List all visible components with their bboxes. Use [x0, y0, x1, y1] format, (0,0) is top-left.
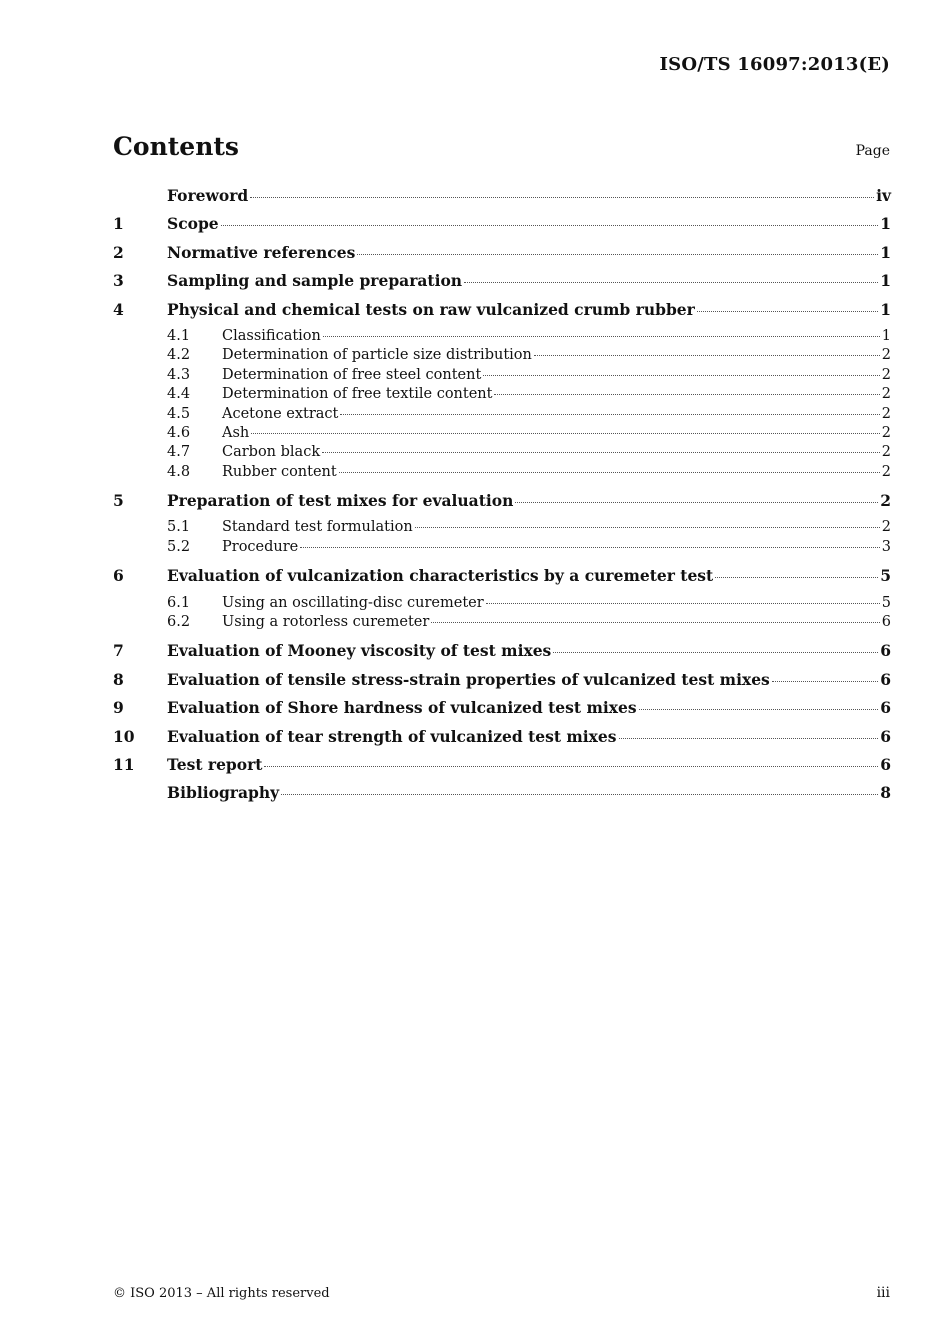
toc-subentry[interactable] — [113, 444, 891, 463]
toc-entry-title[interactable]: Scope — [167, 214, 219, 234]
toc-entry-number: 4.1 — [167, 327, 191, 344]
toc-entry-title[interactable]: Sampling and sample preparation — [167, 271, 463, 291]
toc-entry-page[interactable]: 1 — [880, 271, 891, 291]
toc-subentry[interactable] — [113, 328, 891, 347]
toc-entry-number: 11 — [113, 754, 135, 774]
toc-entry-title[interactable]: Evaluation of tear strength of vulcanized test mixes — [167, 726, 617, 746]
toc-entry-page[interactable]: iv — [876, 186, 891, 205]
toc-entry-title[interactable]: Acetone extract — [222, 405, 339, 422]
toc-entry-page[interactable]: 6 — [880, 669, 891, 689]
footer-copyright: © ISO 2013 – All rights reserved — [113, 1286, 330, 1301]
toc-dot-leader — [339, 472, 880, 473]
toc-entry[interactable] — [113, 271, 891, 299]
toc-entry[interactable] — [113, 783, 891, 811]
toc-dot-leader — [515, 502, 878, 503]
toc-dot-leader — [553, 652, 878, 653]
toc-dot-leader — [431, 622, 879, 623]
toc-entry-page[interactable]: 1 — [880, 214, 891, 234]
toc-dot-leader — [486, 603, 880, 604]
toc-entry[interactable] — [113, 243, 891, 271]
toc-entry-title[interactable]: Carbon black — [222, 444, 321, 461]
toc-entry-title[interactable]: Evaluation of vulcanization characteristics by a curemeter test — [167, 566, 714, 586]
toc-entry-title[interactable]: Foreword — [167, 186, 249, 205]
toc-entry-page[interactable]: 5 — [880, 566, 891, 586]
toc-entry-page[interactable]: 2 — [881, 405, 891, 422]
toc-entry-page[interactable]: 2 — [881, 347, 891, 364]
toc-entry-page[interactable]: 6 — [881, 614, 891, 631]
toc-subentry[interactable] — [113, 406, 891, 425]
toc-subentry[interactable] — [113, 539, 891, 558]
table-of-contents — [113, 186, 891, 812]
toc-subentry[interactable] — [113, 347, 891, 366]
toc-dot-leader — [464, 282, 878, 283]
toc-subentry[interactable] — [113, 386, 891, 405]
toc-entry[interactable] — [113, 641, 891, 669]
toc-entry-number: 6.2 — [167, 614, 191, 631]
document-code: ISO/TS 16097:2013(E) — [659, 54, 890, 75]
toc-entry-number: 4.4 — [167, 386, 191, 403]
toc-entry-title[interactable]: Evaluation of tensile stress-strain properties of vulcanized test mixes — [167, 669, 770, 689]
toc-entry-number: 4.6 — [167, 424, 191, 441]
toc-entry-page[interactable]: 6 — [880, 698, 891, 718]
toc-entry-title[interactable]: Preparation of test mixes for evaluation — [167, 491, 514, 511]
toc-dot-leader — [772, 681, 878, 682]
toc-entry-page[interactable]: 6 — [880, 641, 891, 661]
toc-entry-number: 4.7 — [167, 444, 191, 461]
toc-dot-leader — [534, 355, 880, 356]
toc-entry-number: 5 — [113, 491, 124, 511]
toc-dot-leader — [697, 311, 878, 312]
toc-dot-leader — [251, 433, 880, 434]
toc-entry-title[interactable]: Determination of free textile content — [222, 386, 493, 403]
toc-entry-number: 6 — [113, 566, 124, 586]
toc-subentry[interactable] — [113, 519, 891, 538]
toc-entry[interactable] — [113, 186, 891, 214]
toc-entry-number: 2 — [113, 242, 124, 262]
toc-entry-page[interactable]: 2 — [881, 386, 891, 403]
toc-entry-number: 4.5 — [167, 405, 191, 422]
toc-entry-number: 5.2 — [167, 538, 191, 555]
toc-entry-number: 4.3 — [167, 366, 191, 383]
toc-entry-title[interactable]: Classification — [222, 327, 321, 344]
toc-entry-page[interactable]: 2 — [881, 444, 891, 461]
toc-entry-title[interactable]: Ash — [222, 424, 250, 441]
toc-entry-number: 6.1 — [167, 594, 191, 611]
toc-entry-title[interactable]: Test report — [167, 754, 263, 774]
toc-entry-title[interactable]: Bibliography — [167, 783, 280, 803]
toc-dot-leader — [281, 794, 878, 795]
toc-entry-title[interactable]: Using a rotorless curemeter — [222, 614, 430, 631]
toc-dot-leader — [639, 709, 879, 710]
toc-dot-leader — [483, 375, 879, 376]
toc-dot-leader — [715, 577, 878, 578]
toc-dot-leader — [221, 225, 879, 226]
toc-dot-leader — [323, 336, 880, 337]
footer-page-number: iii — [876, 1285, 890, 1301]
toc-dot-leader — [357, 254, 878, 255]
toc-entry[interactable] — [113, 698, 891, 726]
toc-entry[interactable] — [113, 670, 891, 698]
toc-dot-leader — [322, 452, 880, 453]
toc-dot-leader — [340, 414, 879, 415]
toc-entry-page[interactable]: 2 — [881, 366, 891, 383]
toc-entry-title[interactable]: Physical and chemical tests on raw vulcanized crumb rubber — [167, 299, 695, 319]
toc-entry-title[interactable]: Procedure — [222, 538, 299, 555]
toc-entry-number: 9 — [113, 698, 124, 718]
toc-entry-page[interactable]: 2 — [881, 463, 891, 480]
toc-entry-number: 10 — [113, 726, 135, 746]
toc-entry-title[interactable]: Evaluation of Mooney viscosity of test mixes — [167, 641, 552, 661]
toc-entry-title[interactable]: Using an oscillating-disc curemeter — [222, 594, 484, 611]
toc-entry[interactable] — [113, 214, 891, 242]
toc-dot-leader — [619, 738, 879, 739]
toc-entry-page[interactable]: 3 — [881, 538, 891, 555]
toc-subentry[interactable] — [113, 614, 891, 633]
contents-title: Contents — [113, 132, 240, 161]
toc-entry-title[interactable]: Standard test formulation — [222, 519, 413, 536]
toc-subentry[interactable] — [113, 367, 891, 386]
toc-entry[interactable] — [113, 755, 891, 783]
toc-entry-title[interactable]: Evaluation of Shore hardness of vulcanized test mixes — [167, 698, 637, 718]
toc-entry-number: 4.8 — [167, 463, 191, 480]
toc-entry-page[interactable]: 6 — [880, 754, 891, 774]
toc-subentry[interactable] — [113, 464, 891, 483]
toc-subentry[interactable] — [113, 425, 891, 444]
toc-entry-number: 4 — [113, 299, 124, 319]
toc-entry-title[interactable]: Normative references — [167, 242, 356, 262]
toc-entry-number: 7 — [113, 641, 124, 661]
toc-dot-leader — [415, 527, 880, 528]
toc-entry-number: 1 — [113, 214, 124, 234]
toc-dot-leader — [264, 766, 878, 767]
page-column-label: Page — [855, 143, 890, 159]
toc-entry-page[interactable]: 1 — [881, 327, 891, 344]
toc-entry-title[interactable]: Determination of particle size distribution — [222, 347, 532, 364]
toc-subentry[interactable] — [113, 595, 891, 614]
toc-entry-page[interactable]: 1 — [880, 242, 891, 262]
toc-entry-number: 5.1 — [167, 519, 191, 536]
toc-entry-page[interactable]: 6 — [880, 726, 891, 746]
toc-entry-page[interactable]: 2 — [881, 519, 891, 536]
toc-dot-leader — [494, 394, 879, 395]
toc-entry-number: 8 — [113, 669, 124, 689]
toc-dot-leader — [250, 197, 874, 198]
toc-entry[interactable] — [113, 491, 891, 519]
toc-entry-number: 3 — [113, 271, 124, 291]
toc-entry-page[interactable]: 1 — [880, 299, 891, 319]
toc-entry-number: 4.2 — [167, 347, 191, 364]
toc-entry[interactable] — [113, 300, 891, 328]
toc-entry[interactable] — [113, 727, 891, 755]
toc-entry-title[interactable]: Rubber content — [222, 463, 337, 480]
toc-entry-page[interactable]: 5 — [881, 594, 891, 611]
toc-entry-title[interactable]: Determination of free steel content — [222, 366, 482, 383]
toc-entry[interactable] — [113, 566, 891, 594]
toc-dot-leader — [300, 547, 880, 548]
toc-entry-page[interactable]: 2 — [880, 491, 891, 511]
toc-entry-page[interactable]: 2 — [881, 424, 891, 441]
toc-entry-page[interactable]: 8 — [880, 783, 891, 803]
